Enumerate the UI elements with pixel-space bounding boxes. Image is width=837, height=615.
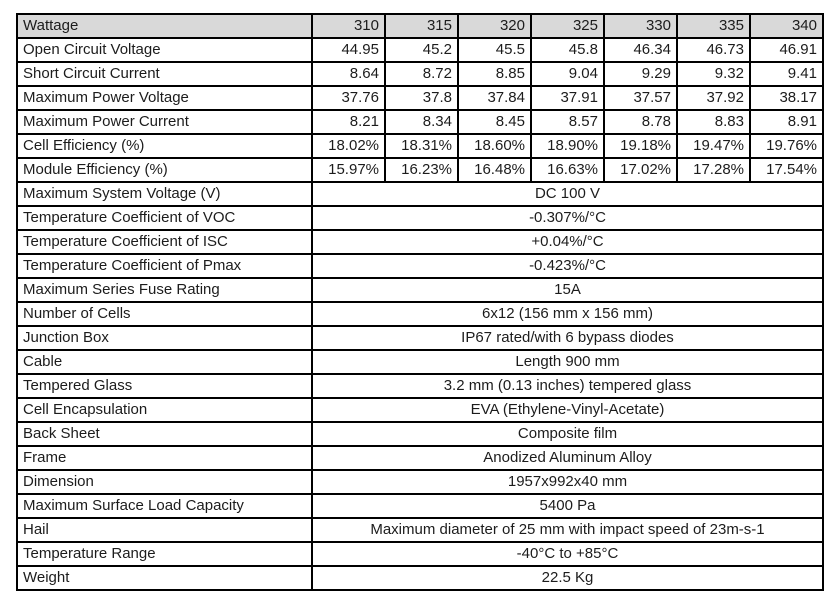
table-row-temp-coefficient-isc: [17, 230, 823, 254]
value-cell: 8.91: [750, 110, 823, 134]
value-cell: 16.48%: [458, 158, 531, 182]
value-cell: 17.02%: [604, 158, 677, 182]
value-cell: 45.5: [458, 38, 531, 62]
value-cell: 44.95: [312, 38, 385, 62]
value-cell: 37.91: [531, 86, 604, 110]
merged-value-cell: EVA (Ethylene-Vinyl-Acetate): [312, 398, 823, 422]
table-row-cell-encapsulation: [17, 398, 823, 422]
value-cell: 15.97%: [312, 158, 385, 182]
merged-value-cell: IP67 rated/with 6 bypass diodes: [312, 326, 823, 350]
merged-value-cell: -40°C to +85°C: [312, 542, 823, 566]
value-cell: 8.21: [312, 110, 385, 134]
value-cell: 38.17: [750, 86, 823, 110]
row-label: Weight: [17, 566, 312, 590]
merged-value-cell: 22.5 Kg: [312, 566, 823, 590]
table-row-frame: [17, 446, 823, 470]
value-cell: 46.91: [750, 38, 823, 62]
value-cell: 8.83: [677, 110, 750, 134]
table-row-temp-coefficient-voc: [17, 206, 823, 230]
value-cell: 9.29: [604, 62, 677, 86]
header-wattage-340: 340: [750, 14, 823, 38]
merged-value-cell: Composite film: [312, 422, 823, 446]
merged-value-cell: Maximum diameter of 25 mm with impact speed of 23m-s-1: [312, 518, 823, 542]
table-row-dimension: [17, 470, 823, 494]
row-label: Module Efficiency (%): [17, 158, 312, 182]
merged-value-cell: DC 100 V: [312, 182, 823, 206]
merged-value-cell: 15A: [312, 278, 823, 302]
table-row-temp-coefficient-pmax: [17, 254, 823, 278]
value-cell: 18.90%: [531, 134, 604, 158]
row-label: Temperature Coefficient of Pmax: [17, 254, 312, 278]
row-label: Back Sheet: [17, 422, 312, 446]
header-wattage-310: 310: [312, 14, 385, 38]
value-cell: 45.2: [385, 38, 458, 62]
row-label: Temperature Coefficient of VOC: [17, 206, 312, 230]
merged-value-cell: 1957x992x40 mm: [312, 470, 823, 494]
row-label: Cell Encapsulation: [17, 398, 312, 422]
table-row-hail: [17, 518, 823, 542]
header-wattage-325: 325: [531, 14, 604, 38]
value-cell: 16.23%: [385, 158, 458, 182]
header-label-wattage: Wattage: [17, 14, 312, 38]
table-row-short-circuit-current: [17, 62, 823, 86]
value-cell: 37.84: [458, 86, 531, 110]
header-wattage-330: 330: [604, 14, 677, 38]
row-label: Tempered Glass: [17, 374, 312, 398]
merged-value-cell: Anodized Aluminum Alloy: [312, 446, 823, 470]
row-label: Cell Efficiency (%): [17, 134, 312, 158]
row-label: Number of Cells: [17, 302, 312, 326]
table-row-weight: [17, 566, 823, 590]
value-cell: 37.76: [312, 86, 385, 110]
value-cell: 37.57: [604, 86, 677, 110]
table-row-maximum-series-fuse-rating: [17, 278, 823, 302]
value-cell: 8.72: [385, 62, 458, 86]
row-label: Cable: [17, 350, 312, 374]
value-cell: 8.78: [604, 110, 677, 134]
value-cell: 17.28%: [677, 158, 750, 182]
value-cell: 19.47%: [677, 134, 750, 158]
merged-value-cell: 6x12 (156 mm x 156 mm): [312, 302, 823, 326]
value-cell: 8.34: [385, 110, 458, 134]
value-cell: 16.63%: [531, 158, 604, 182]
value-cell: 8.57: [531, 110, 604, 134]
value-cell: 8.64: [312, 62, 385, 86]
row-label: Dimension: [17, 470, 312, 494]
row-label: Maximum Surface Load Capacity: [17, 494, 312, 518]
row-label: Hail: [17, 518, 312, 542]
table-row-maximum-surface-load-capacity: [17, 494, 823, 518]
table-row-tempered-glass: [17, 374, 823, 398]
row-label: Temperature Range: [17, 542, 312, 566]
table-row-module-efficiency: [17, 158, 823, 182]
value-cell: 19.76%: [750, 134, 823, 158]
value-cell: 37.8: [385, 86, 458, 110]
table-row-cable: [17, 350, 823, 374]
merged-value-cell: Length 900 mm: [312, 350, 823, 374]
row-label: Open Circuit Voltage: [17, 38, 312, 62]
solar-panel-spec-table: [16, 13, 824, 591]
row-label: Junction Box: [17, 326, 312, 350]
table-row-maximum-power-current: [17, 110, 823, 134]
merged-value-cell: 5400 Pa: [312, 494, 823, 518]
value-cell: 8.45: [458, 110, 531, 134]
value-cell: 37.92: [677, 86, 750, 110]
table-row-junction-box: [17, 326, 823, 350]
row-label: Maximum Power Voltage: [17, 86, 312, 110]
row-label: Maximum Power Current: [17, 110, 312, 134]
table-row-cell-efficiency: [17, 134, 823, 158]
header-wattage-335: 335: [677, 14, 750, 38]
value-cell: 8.85: [458, 62, 531, 86]
table-row-back-sheet: [17, 422, 823, 446]
value-cell: 45.8: [531, 38, 604, 62]
value-cell: 9.41: [750, 62, 823, 86]
table-row-open-circuit-voltage: [17, 38, 823, 62]
merged-value-cell: -0.423%/°C: [312, 254, 823, 278]
row-label: Frame: [17, 446, 312, 470]
value-cell: 9.04: [531, 62, 604, 86]
merged-value-cell: +0.04%/°C: [312, 230, 823, 254]
header-row: [17, 14, 823, 38]
merged-value-cell: -0.307%/°C: [312, 206, 823, 230]
value-cell: 18.31%: [385, 134, 458, 158]
value-cell: 9.32: [677, 62, 750, 86]
value-cell: 18.60%: [458, 134, 531, 158]
header-wattage-315: 315: [385, 14, 458, 38]
table-row-temperature-range: [17, 542, 823, 566]
value-cell: 18.02%: [312, 134, 385, 158]
value-cell: 46.34: [604, 38, 677, 62]
merged-value-cell: 3.2 mm (0.13 inches) tempered glass: [312, 374, 823, 398]
row-label: Short Circuit Current: [17, 62, 312, 86]
table-row-maximum-power-voltage: [17, 86, 823, 110]
table-row-maximum-system-voltage: [17, 182, 823, 206]
header-wattage-320: 320: [458, 14, 531, 38]
table-row-number-of-cells: [17, 302, 823, 326]
row-label: Temperature Coefficient of ISC: [17, 230, 312, 254]
value-cell: 17.54%: [750, 158, 823, 182]
row-label: Maximum System Voltage (V): [17, 182, 312, 206]
value-cell: 19.18%: [604, 134, 677, 158]
row-label: Maximum Series Fuse Rating: [17, 278, 312, 302]
value-cell: 46.73: [677, 38, 750, 62]
